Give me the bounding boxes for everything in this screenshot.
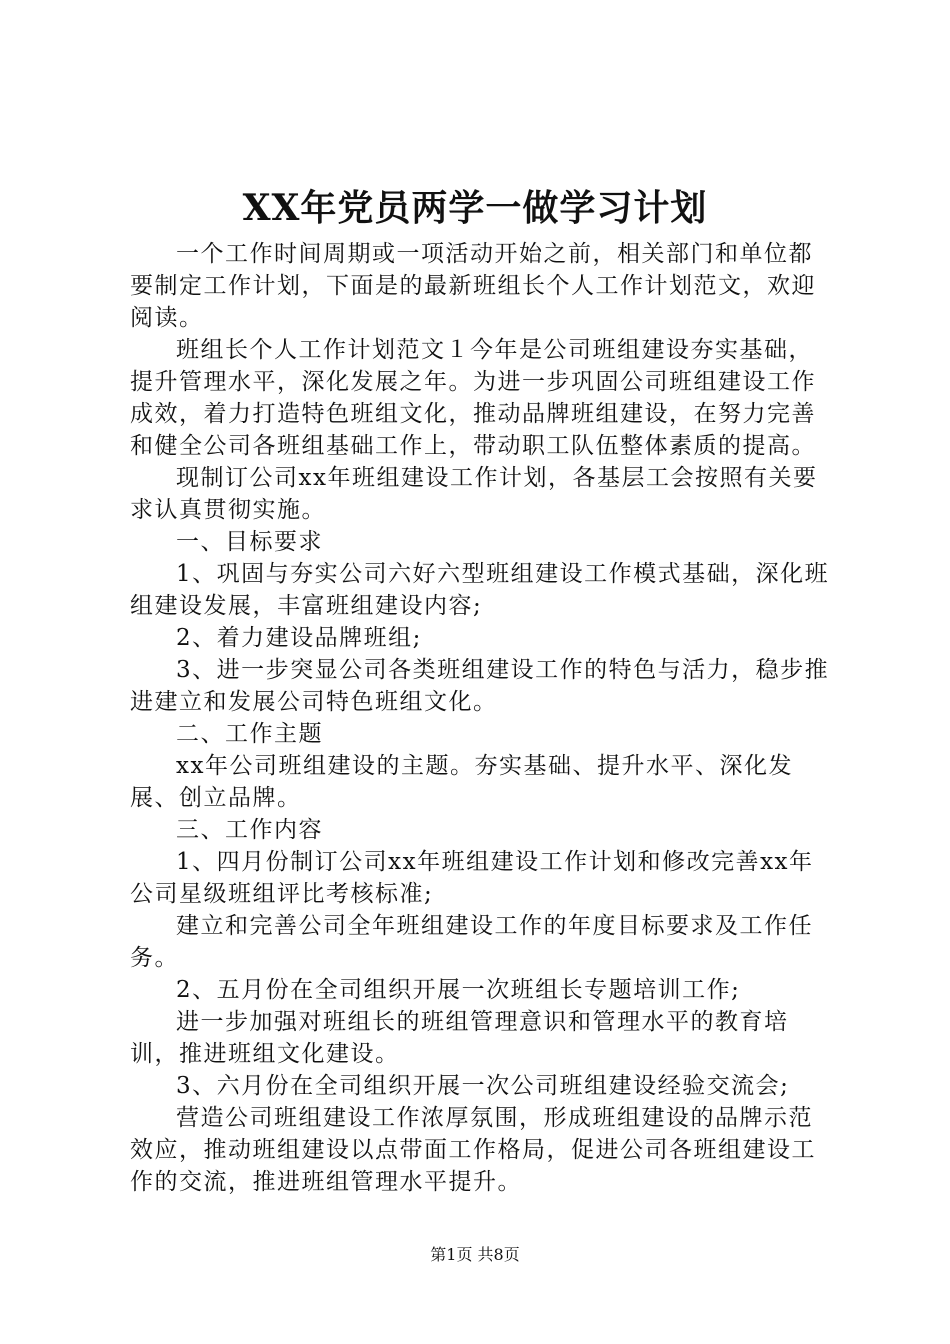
paragraph-goal-1: 1、巩固与夯实公司六好六型班组建设工作模式基础，深化班组建设发展，丰富班组建设内容; — [130, 561, 830, 619]
paragraph-goal-3: 3、进一步突显公司各类班组建设工作的特色与活力，稳步推进建立和发展公司特色班组文化。 — [130, 657, 830, 715]
paragraph-intro: 一个工作时间周期或一项活动开始之前，相关部门和单位都要制定工作计划，下面是的最新班组长个人工作计划范文，欢迎阅读。 — [130, 241, 816, 331]
paragraph-content-may-detail: 进一步加强对班组长的班组管理意识和管理水平的教育培训，推进班组文化建设。 — [130, 1009, 789, 1067]
section-heading-goals: 一、目标要求 — [176, 529, 323, 555]
paragraph-theme: xx年公司班组建设的主题。夯实基础、提升水平、深化发展、创立品牌。 — [130, 753, 793, 811]
section-heading-content: 三、工作内容 — [176, 817, 323, 843]
paragraph-content-may: 2、五月份在全司组织开展一次班组长专题培训工作; — [176, 977, 741, 1003]
document-title: XX年党员两学一做学习计划 — [242, 187, 708, 229]
page-number-footer: 第1页 共8页 — [430, 1245, 520, 1264]
paragraph-content-april-detail: 建立和完善公司全年班组建设工作的年度目标要求及工作任务。 — [130, 913, 813, 971]
document-body — [130, 238, 835, 1198]
paragraph-content-april: 1、四月份制订公司xx年班组建设工作计划和修改完善xx年公司星级班组评比考核标准; — [130, 849, 814, 907]
section-heading-theme: 二、工作主题 — [176, 721, 323, 747]
paragraph-content-june-detail: 营造公司班组建设工作浓厚氛围，形成班组建设的品牌示范效应，推动班组建设以点带面工作格局，促进公司各班组建设工作的交流，推进班组管理水平提升。 — [130, 1105, 816, 1195]
paragraph-plan-notice: 现制订公司xx年班组建设工作计划，各基层工会按照有关要求认真贯彻实施。 — [130, 465, 818, 523]
paragraph-content-june: 3、六月份在全司组织开展一次公司班组建设经验交流会; — [176, 1073, 790, 1099]
paragraph-goal-2: 2、着力建设品牌班组; — [176, 625, 422, 651]
paragraph-sample-1: 班组长个人工作计划范文１今年是公司班组建设夯实基础，提升管理水平，深化发展之年。为进一步巩固公司班组建设工作成效，着力打造特色班组文化，推动品牌班组建设，在努力完善和健全公司各班组基础工作上，带动职工队伍整体素质的提高。 — [130, 337, 816, 459]
